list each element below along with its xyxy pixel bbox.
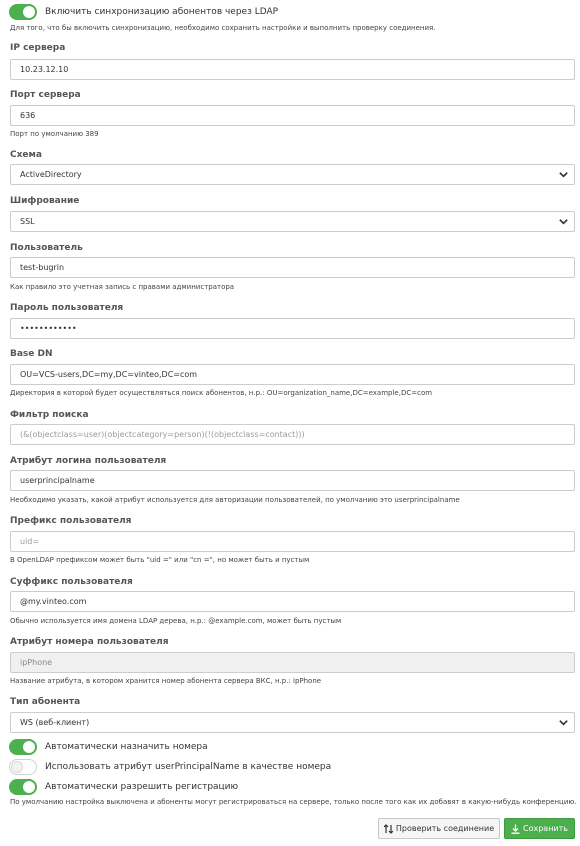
password-label: Пароль пользователя <box>10 303 124 313</box>
server-ip-input[interactable] <box>10 59 575 80</box>
login-attr-label: Атрибут логина пользователя <box>10 456 167 466</box>
save-button[interactable] <box>504 818 575 839</box>
base-dn-input[interactable] <box>10 364 575 385</box>
auto-register-toggle[interactable] <box>9 779 37 795</box>
save-label: Сохранить <box>523 824 568 833</box>
user-suffix-input[interactable] <box>10 591 575 612</box>
login-attr-value: userprincipalname <box>20 476 95 485</box>
chevron-down-icon <box>558 216 569 227</box>
login-attr-help: Необходимо указать, какой атрибут используется для авторизации пользователей, по умолчанию это userprincipalname <box>10 496 460 504</box>
auto-assign-toggle[interactable] <box>9 739 37 755</box>
encryption-label: Шифрование <box>10 196 80 206</box>
check-connection-button[interactable] <box>378 818 500 839</box>
sort-arrows-icon <box>384 824 393 834</box>
sync-help: Для того, что бы включить синхронизацию, необходимо сохранить настройки и выполнить проверку соединения. <box>10 24 436 32</box>
user-suffix-help: Обычно используется имя домена LDAP дерева, н.р.: @example.com, может быть пустым <box>10 617 342 625</box>
password-value: •••••••••••• <box>20 324 77 333</box>
toggle-knob <box>23 6 35 18</box>
check-connection-label: Проверить соединение <box>395 824 495 833</box>
user-value: test-bugrin <box>20 263 65 272</box>
number-attr-label: Атрибут номера пользователя <box>10 637 169 647</box>
use-upn-toggle[interactable] <box>9 759 37 775</box>
download-icon <box>511 824 520 834</box>
number-attr-help: Название атрибута, в котором хранится номер абонента сервера ВКС, н.р.: ipPhone <box>10 677 322 685</box>
user-prefix-placeholder: uid= <box>20 537 40 546</box>
auto-register-help: По умолчанию настройка выключена и абоненты могут регистрироваться на сервере, только после того как их добавят в какую-нибудь конференцию. <box>10 798 577 806</box>
search-filter-placeholder: (&(objectclass=user)(objectcategory=person)(!(objectclass=contact))) <box>20 430 305 439</box>
subscriber-type-label: Тип абонента <box>10 697 81 707</box>
user-input[interactable] <box>10 257 575 278</box>
schema-label: Схема <box>10 150 42 160</box>
server-port-label: Порт сервера <box>10 90 81 100</box>
password-input[interactable] <box>10 318 575 339</box>
user-prefix-label: Префикс пользователя <box>10 516 132 526</box>
search-filter-label: Фильтр поиска <box>10 410 89 420</box>
server-port-input[interactable] <box>10 105 575 126</box>
subscriber-type-value: WS (веб-клиент) <box>20 718 90 727</box>
user-prefix-help: В OpenLDAP префиксом может быть "uid =" или "cn =", но может быть и пустым <box>10 556 310 564</box>
user-suffix-value: @my.vinteo.com <box>20 597 87 606</box>
auto-assign-label: Автоматически назначить номера <box>45 742 208 752</box>
number-attr-input <box>10 652 575 673</box>
server-ip-label: IP сервера <box>10 43 66 53</box>
toggle-knob <box>23 781 35 793</box>
base-dn-value: OU=VCS-users,DC=my,DC=vinteo,DC=com <box>20 370 198 379</box>
toggle-knob <box>23 741 35 753</box>
number-attr-value: ipPhone <box>20 658 53 667</box>
schema-value: ActiveDirectory <box>20 170 82 179</box>
user-prefix-input[interactable] <box>10 531 575 552</box>
chevron-down-icon <box>558 169 569 180</box>
encryption-value: SSL <box>20 217 35 226</box>
chevron-down-icon <box>558 717 569 728</box>
search-filter-input[interactable] <box>10 424 575 445</box>
server-ip-value: 10.23.12.10 <box>20 65 69 74</box>
encryption-select[interactable] <box>10 211 575 232</box>
toggle-knob <box>11 761 23 773</box>
login-attr-input[interactable] <box>10 470 575 491</box>
server-port-help: Порт по умолчанию 389 <box>10 130 99 138</box>
sync-toggle-label: Включить синхронизацию абонентов через LDAP <box>45 7 279 17</box>
user-suffix-label: Суффикс пользователя <box>10 577 133 587</box>
base-dn-help: Директория в которой будет осуществляться поиск абонентов, н.р.: OU=organization_name,DC=example,DC=com <box>10 389 433 397</box>
auto-register-label: Автоматически разрешить регистрацию <box>45 782 239 792</box>
user-label: Пользователь <box>10 243 83 253</box>
sync-toggle[interactable] <box>9 4 37 20</box>
server-port-value: 636 <box>20 111 36 120</box>
use-upn-label: Использовать атрибут userPrincipalName в качестве номера <box>45 762 332 772</box>
schema-select[interactable] <box>10 164 575 185</box>
subscriber-type-select[interactable] <box>10 712 575 733</box>
user-help: Как правило это учетная запись с правами администратора <box>10 283 235 291</box>
base-dn-label: Base DN <box>10 349 53 359</box>
